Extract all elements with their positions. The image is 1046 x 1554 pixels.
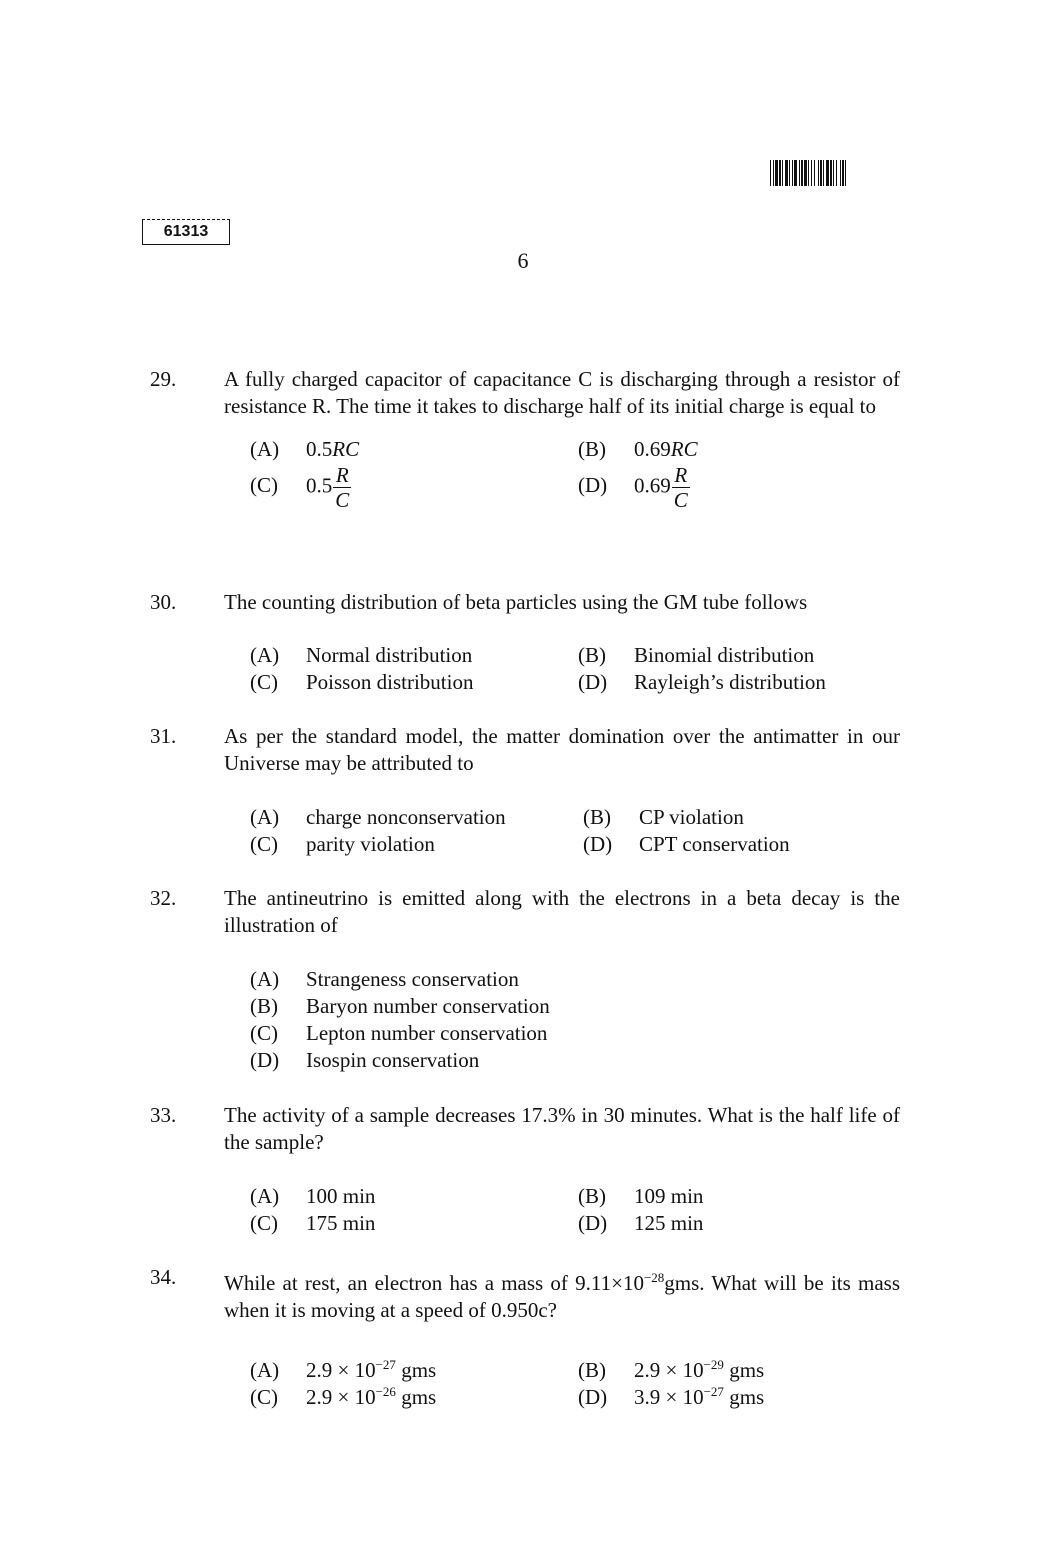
options	[250, 804, 900, 860]
option-b: (B) 109 min	[578, 1184, 704, 1208]
option-d: (D) Isospin conservation	[250, 1048, 480, 1072]
question-text: The antineutrino is emitted along with the electrons in a beta decay is the illustration of	[224, 886, 900, 937]
option-d: (D) 0.69 $\frac{R}{C}$	[578, 463, 688, 512]
paper-code: 61313	[142, 219, 230, 245]
option-d: (D) 125 min	[578, 1211, 704, 1235]
options	[250, 1351, 900, 1407]
option-d: (D) $3.9 \times 10^{-27}$ gms	[578, 1384, 765, 1409]
question-text: The activity of a sample decreases 17.3% in 30 minutes. What is the half life of the sample?	[224, 1103, 900, 1154]
option-b: (B) Baryon number conservation	[250, 994, 550, 1018]
option-d: (D) Rayleigh’s distribution	[578, 670, 826, 694]
option-a: (A) 100 min	[250, 1184, 376, 1208]
barcode	[770, 160, 904, 186]
option-c: (C) Lepton number conservation	[250, 1021, 548, 1045]
option-c: (C) parity violation	[250, 832, 435, 856]
barcode-stripe	[846, 160, 848, 186]
question-text: A fully charged capacitor of capacitance C is discharging through a resistor of resistance R. The time it takes to discharge half of its initial charge is equal to	[224, 367, 900, 418]
options	[250, 966, 900, 1074]
question-number: 30.	[150, 590, 177, 614]
question-31	[150, 723, 900, 860]
question-30	[150, 589, 900, 698]
option-c: (C) 175 min	[250, 1211, 376, 1235]
option-b: (B) 0.69RC	[578, 437, 698, 461]
question-32	[150, 885, 900, 1074]
option-c: (C) $2.9 \times 10^{-26}$ gms	[250, 1384, 437, 1409]
question-number: 33.	[150, 1103, 177, 1127]
option-a: (A) $2.9 \times 10^{-27}$ gms	[250, 1357, 437, 1382]
question-text: The counting distribution of beta particles using the GM tube follows	[224, 590, 808, 614]
options	[250, 642, 900, 698]
question-number: 32.	[150, 886, 177, 910]
question-text: While at rest, an electron has a mass of $9.11\times 10^{-28}gms$. What will be its mass when it is moving at a speed of 0.950c?	[224, 1270, 901, 1322]
option-d: (D) CPT conservation	[583, 832, 790, 856]
option-b: (B) $2.9 \times 10^{-29}$ gms	[578, 1357, 765, 1382]
option-b: (B) Binomial distribution	[578, 643, 815, 667]
options	[250, 1183, 900, 1239]
option-c: (C) Poisson distribution	[250, 670, 474, 694]
fraction: $\frac{R}{C}$	[335, 463, 350, 512]
question-number: 34.	[150, 1265, 177, 1289]
option-c: (C) 0.5 $\frac{R}{C}$	[250, 463, 350, 512]
option-a: (A) 0.5RC	[250, 437, 360, 461]
question-number: 29.	[150, 367, 177, 391]
question-text: As per the standard model, the matter domination over the antimatter in our Universe may be attributed to	[224, 724, 900, 775]
option-a: (A) Strangeness conservation	[250, 967, 519, 991]
question-number: 31.	[150, 724, 177, 748]
question-33	[150, 1102, 900, 1239]
options	[250, 436, 900, 512]
option-a: (A) Normal distribution	[250, 643, 473, 667]
question-29	[150, 366, 900, 512]
page-number: 6	[517, 248, 529, 273]
option-b: (B) CP violation	[583, 805, 744, 829]
question-34	[150, 1264, 900, 1407]
option-a: (A) charge nonconservation	[250, 805, 506, 829]
fraction: $\frac{R}{C}$	[673, 463, 688, 512]
